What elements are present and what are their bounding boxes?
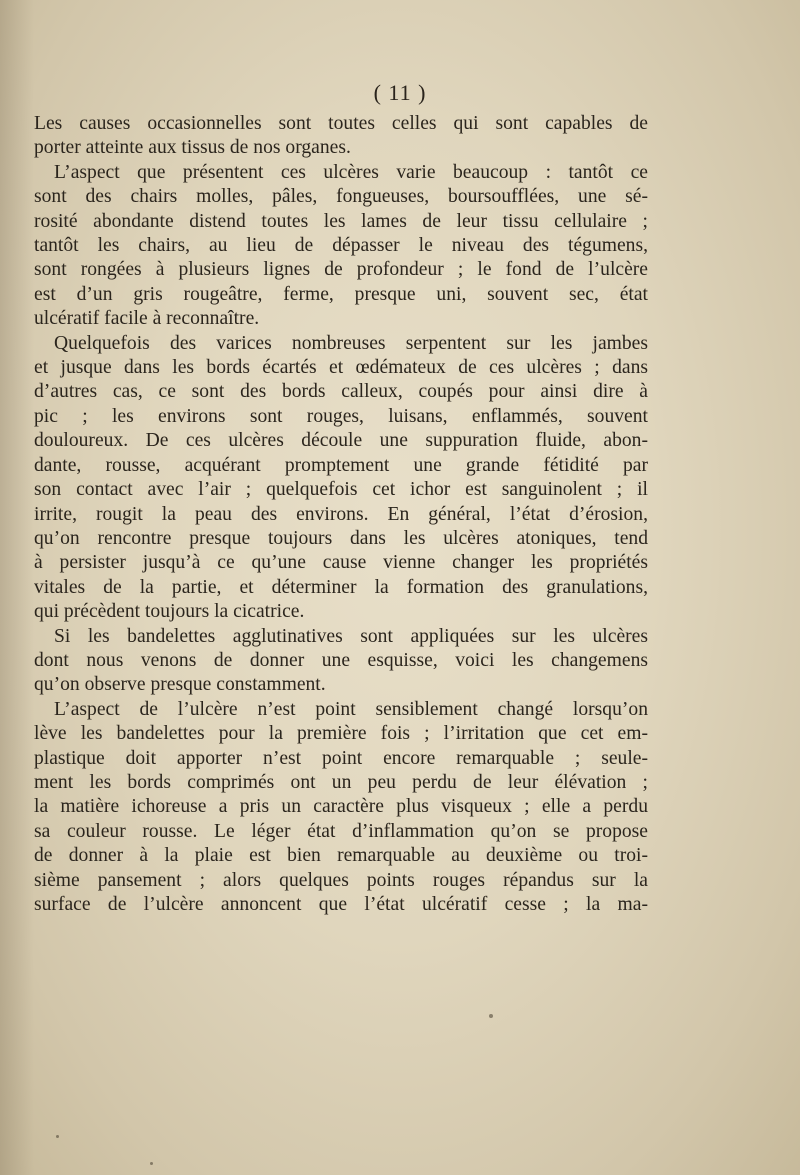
- text-line: son contact avec l’air ; quelquefois cet ichor est sanguinolent ; il: [34, 479, 648, 501]
- text-line: douloureux. De ces ulcères découle une suppuration fluide, abon-: [34, 430, 648, 452]
- text-line: lève les bandelettes pour la première fois ; l’irritation que cet em-: [34, 723, 648, 745]
- text-line: pic ; les environs sont rouges, luisans, enflammés, souvent: [34, 405, 648, 427]
- text-line: irrite, rougit la peau des environs. En général, l’état d’érosion,: [34, 503, 648, 525]
- text-line: dont nous venons de donner une esquisse, voici les changemens: [34, 649, 648, 671]
- text-line: et jusque dans les bords écartés et œdémateux de ces ulcères ; dans: [34, 357, 648, 379]
- paper-speck: [56, 1135, 59, 1138]
- text-line: sa couleur rousse. Le léger état d’inflammation qu’on se propose: [34, 820, 648, 842]
- text-line: rosité abondante distend toutes les lames de leur tissu cellulaire ;: [34, 210, 648, 232]
- text-line: surface de l’ulcère annoncent que l’état ulcératif cesse ; la ma-: [34, 894, 648, 915]
- text-line: porter atteinte aux tissus de nos organes.: [34, 137, 351, 159]
- text-line: sont rongées à plusieurs lignes de profondeur ; le fond de l’ulcère: [34, 259, 648, 281]
- body-text: [34, 112, 648, 917]
- text-line: L’aspect de l’ulcère n’est point sensiblement changé lorsqu’on: [54, 698, 648, 720]
- text-line: sième pansement ; alors quelques points rouges répandus sur la: [34, 869, 648, 891]
- text-line: de donner à la plaie est bien remarquable au deuxième ou troi-: [34, 845, 648, 867]
- text-line: d’autres cas, ce sont des bords calleux, coupés pour ainsi dire à: [34, 381, 648, 403]
- text-line: la matière ichoreuse a pris un caractère plus visqueux ; elle a perdu: [34, 796, 648, 818]
- text-line: plastique doit apporter n’est point encore remarquable ; seule-: [34, 747, 648, 769]
- text-line: dante, rousse, acquérant promptement une grande fétidité par: [34, 454, 648, 476]
- text-line: Si les bandelettes agglutinatives sont appliquées sur les ulcères: [54, 625, 648, 647]
- text-line: vitales de la partie, et déterminer la formation des granulations,: [34, 576, 648, 598]
- text-line: ulcératif facile à reconnaître.: [34, 308, 260, 330]
- paper-speck: [150, 1162, 153, 1165]
- text-line: Les causes occasionnelles sont toutes celles qui sont capables de: [34, 113, 648, 134]
- text-line: tantôt les chairs, au lieu de dépasser le niveau des tégumens,: [34, 235, 648, 257]
- text-line: Quelquefois des varices nombreuses serpentent sur les jambes: [54, 332, 648, 354]
- text-line: qui précèdent toujours la cicatrice.: [34, 601, 305, 623]
- paper-speck: [489, 1014, 493, 1018]
- page-edge-shadow: [0, 0, 34, 1175]
- page-number: ( 11 ): [373, 80, 427, 105]
- text-line: à persister jusqu’à ce qu’une cause vienne changer les propriétés: [34, 552, 648, 574]
- text-line: est d’un gris rougeâtre, ferme, presque uni, souvent sec, état: [34, 283, 648, 305]
- text-line: qu’on observe presque constamment.: [34, 674, 326, 696]
- text-line: sont des chairs molles, pâles, fongueuses, boursoufflées, une sé-: [34, 186, 648, 208]
- text-line: L’aspect que présentent ces ulcères varie beaucoup : tantôt ce: [54, 161, 648, 183]
- text-line: qu’on rencontre presque toujours dans les ulcères atoniques, tend: [34, 527, 648, 549]
- text-line: ment les bords comprimés ont un peu perdu de leur élévation ;: [34, 771, 648, 793]
